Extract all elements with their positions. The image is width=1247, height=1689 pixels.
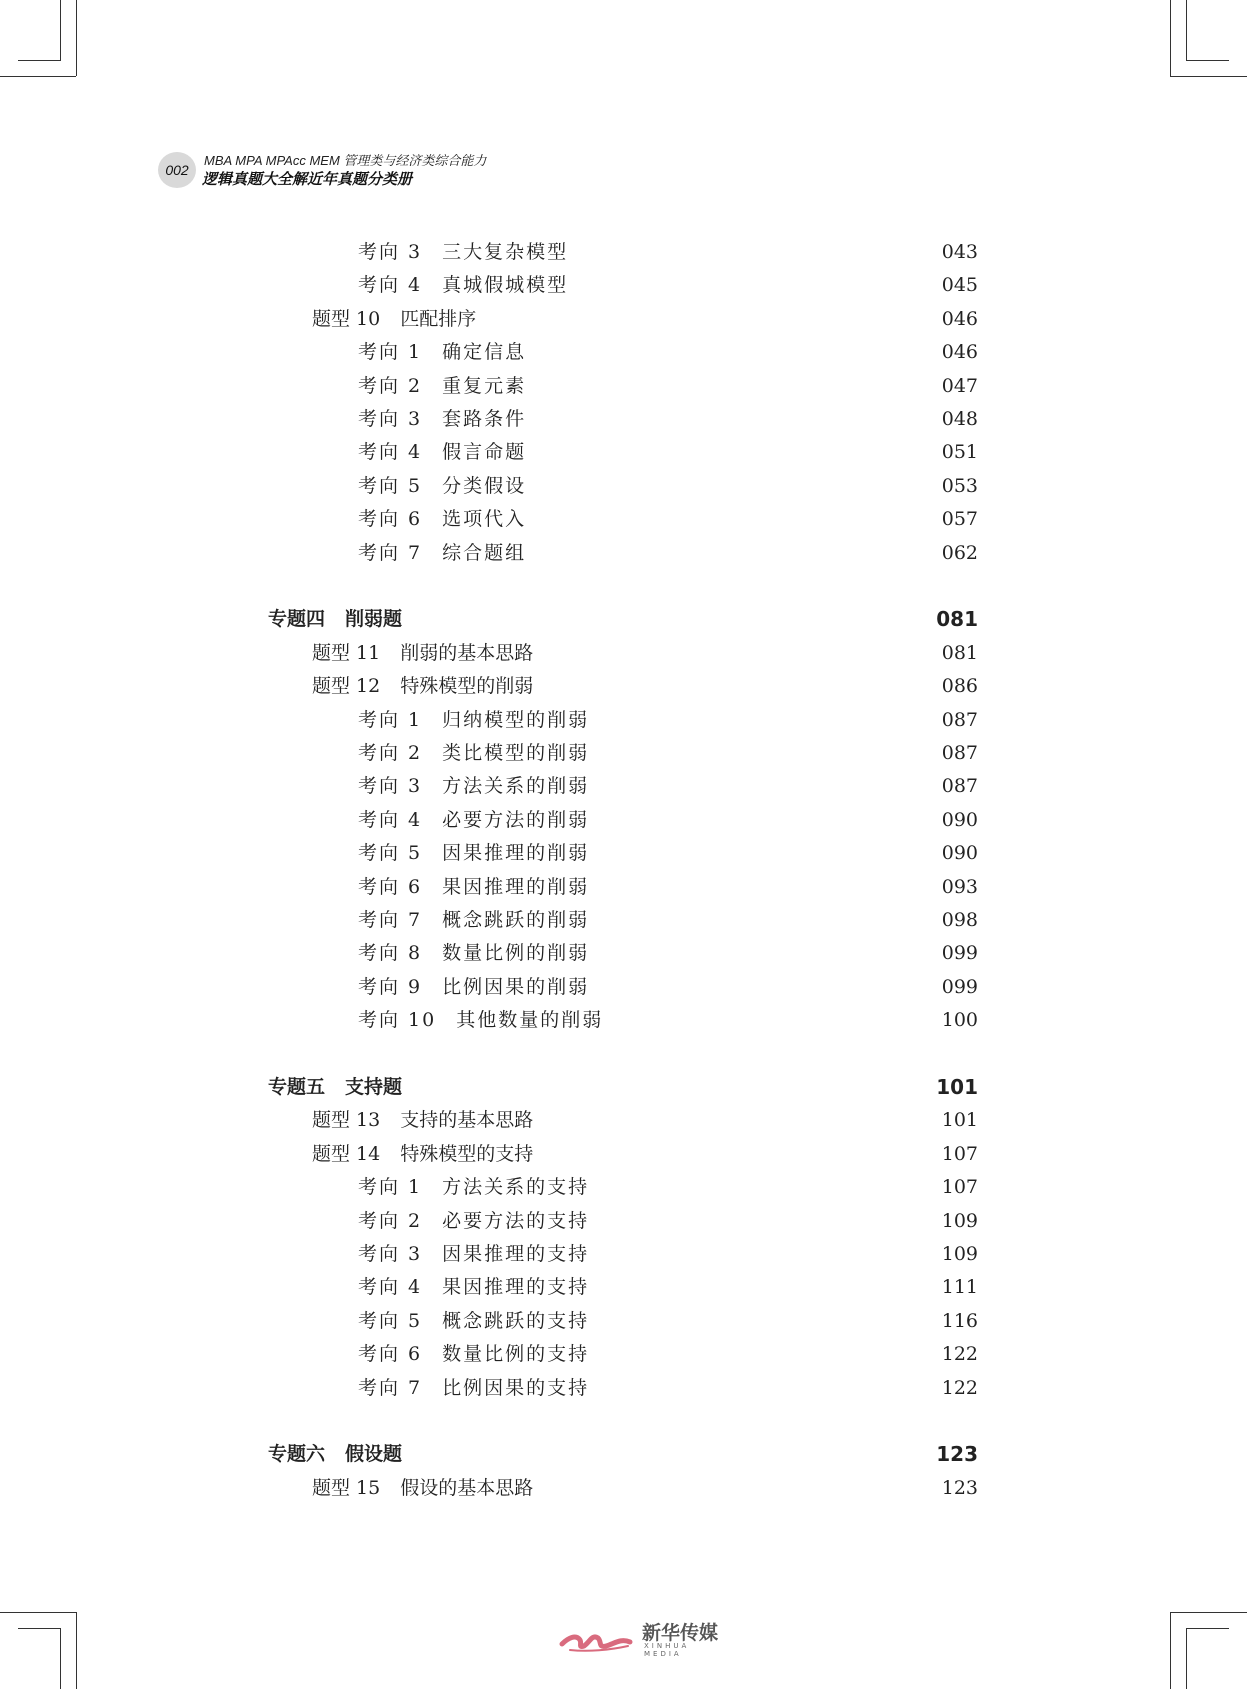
toc-entry-label	[358, 471, 526, 501]
toc-entry-title: 削弱的基本思路	[400, 642, 534, 664]
toc-entry-label	[312, 1473, 533, 1503]
toc-entry-page: 099	[941, 942, 978, 964]
toc-entry-dir	[0, 805, 1247, 835]
toc-entry-title: 类比模型的削弱	[442, 742, 590, 764]
toc-entry-title: 方法关系的削弱	[442, 775, 590, 797]
crop-mark-top-right-h	[1170, 76, 1247, 77]
logo-subtitle: XINHUA MEDIA	[644, 1642, 690, 1658]
toc-entry-dir	[0, 938, 1247, 968]
toc-entry-page: 081	[941, 642, 978, 664]
toc-entry-label	[312, 638, 533, 668]
toc-entry-topic	[0, 1439, 1247, 1469]
toc-entry-prefix: 考向 7	[358, 909, 423, 931]
toc-entry-label	[358, 1172, 589, 1202]
toc-entry-title: 因果推理的支持	[442, 1243, 590, 1265]
toc-entry-dir	[0, 270, 1247, 300]
toc-entry-label	[358, 371, 526, 401]
toc-entry-dir	[0, 1172, 1247, 1202]
toc-entry-type	[0, 638, 1247, 668]
toc-entry-title: 方法关系的支持	[442, 1176, 590, 1198]
toc-entry-type	[0, 1473, 1247, 1503]
toc-entry-label	[358, 1239, 589, 1269]
toc-entry-prefix: 专题五	[268, 1076, 326, 1098]
toc-entry-prefix: 专题六	[268, 1443, 326, 1465]
toc-entry-label	[268, 604, 402, 634]
toc-entry-label	[358, 771, 589, 801]
toc-entry-label	[358, 1306, 589, 1336]
toc-entry-title: 比例因果的削弱	[442, 976, 590, 998]
toc-entry-title: 假言命题	[442, 441, 527, 463]
toc-entry-dir	[0, 771, 1247, 801]
toc-entry-page: 051	[941, 441, 978, 463]
toc-entry-dir	[0, 437, 1247, 467]
toc-entry-page: 090	[941, 842, 978, 864]
crop-mark-bottom-right-h	[1170, 1612, 1247, 1613]
toc-entry-title: 果因推理的支持	[442, 1276, 590, 1298]
toc-entry-page: 109	[941, 1243, 978, 1265]
toc-entry-prefix: 考向 10	[358, 1009, 437, 1031]
page-number-badge: 002	[158, 152, 196, 188]
brush-stroke-icon	[558, 1616, 638, 1660]
toc-entry-prefix: 考向 4	[358, 441, 423, 463]
toc-entry-label	[358, 1339, 589, 1369]
toc-entry-prefix: 考向 5	[358, 842, 423, 864]
crop-mark-top-right-v	[1170, 0, 1171, 76]
toc-entry-prefix: 考向 8	[358, 942, 423, 964]
toc-entry-prefix: 考向 4	[358, 809, 423, 831]
toc-entry-title: 支持的基本思路	[400, 1109, 534, 1131]
toc-entry-title: 概念跳跃的支持	[442, 1310, 590, 1332]
crop-mark-top-left-v2	[60, 0, 61, 60]
crop-mark-bottom-left-v2	[60, 1628, 61, 1689]
toc-entry-dir	[0, 1239, 1247, 1269]
toc-entry-dir	[0, 471, 1247, 501]
toc-entry-prefix: 考向 5	[358, 475, 423, 497]
crop-mark-top-right-h2	[1186, 60, 1229, 61]
toc-entry-title: 削弱题	[345, 608, 403, 630]
toc-entry-page: 101	[936, 1075, 978, 1099]
crop-mark-bottom-left-v	[76, 1612, 77, 1689]
toc-entry-label	[358, 938, 589, 968]
toc-entry-page: 086	[941, 675, 978, 697]
toc-entry-title: 必要方法的支持	[442, 1210, 590, 1232]
toc-entry-prefix: 考向 7	[358, 542, 423, 564]
toc-entry-prefix: 题型 12	[312, 675, 381, 697]
toc-entry-page: 090	[941, 809, 978, 831]
toc-entry-prefix: 考向 3	[358, 241, 423, 263]
toc-entry-title: 特殊模型的削弱	[400, 675, 534, 697]
toc-entry-page: 046	[941, 341, 978, 363]
toc-entry-page: 087	[941, 775, 978, 797]
toc-entry-title: 归纳模型的削弱	[442, 709, 590, 731]
toc-entry-prefix: 考向 9	[358, 976, 423, 998]
toc-entry-label	[268, 1439, 402, 1469]
toc-entry-page: 057	[941, 508, 978, 530]
toc-entry-label	[358, 905, 589, 935]
toc-entry-label	[358, 270, 568, 300]
toc-entry-dir	[0, 1373, 1247, 1403]
toc-entry-page: 123	[941, 1477, 978, 1499]
toc-entry-page: 087	[941, 742, 978, 764]
toc-entry-prefix: 考向 6	[358, 1343, 423, 1365]
toc-entry-prefix: 考向 6	[358, 876, 423, 898]
toc-entry-label	[268, 1072, 402, 1102]
toc-entry-title: 数量比例的支持	[442, 1343, 590, 1365]
toc-entry-label	[358, 437, 526, 467]
toc-entry-page: 107	[941, 1176, 978, 1198]
toc-entry-page: 081	[936, 607, 978, 631]
toc-entry-dir	[0, 872, 1247, 902]
toc-entry-label	[358, 504, 526, 534]
toc-entry-label	[358, 1373, 589, 1403]
toc-entry-label	[358, 805, 589, 835]
toc-entry-page: 098	[941, 909, 978, 931]
toc-entry-dir	[0, 237, 1247, 267]
toc-entry-dir	[0, 705, 1247, 735]
toc-entry-title: 套路条件	[442, 408, 527, 430]
toc-entry-dir	[0, 404, 1247, 434]
toc-entry-dir	[0, 738, 1247, 768]
toc-entry-title: 匹配排序	[400, 308, 477, 330]
toc-entry-page: 107	[941, 1143, 978, 1165]
toc-entry-dir	[0, 337, 1247, 367]
toc-entry-page: 100	[941, 1009, 978, 1031]
toc-entry-dir	[0, 538, 1247, 568]
toc-entry-topic	[0, 604, 1247, 634]
toc-entry-label	[358, 972, 589, 1002]
crop-mark-top-left-h	[0, 76, 76, 77]
toc-entry-label	[358, 237, 568, 267]
crop-mark-bottom-left-h	[0, 1612, 76, 1613]
toc-entry-title: 因果推理的削弱	[442, 842, 590, 864]
toc-entry-prefix: 考向 1	[358, 1176, 423, 1198]
toc-entry-page: 047	[941, 375, 978, 397]
toc-entry-prefix: 题型 13	[312, 1109, 381, 1131]
toc-entry-prefix: 考向 2	[358, 742, 423, 764]
toc-entry-label	[358, 738, 589, 768]
crop-mark-bottom-left-h2	[18, 1628, 61, 1629]
logo-wordmark: 新华传媒	[642, 1622, 719, 1644]
crop-mark-top-right-v2	[1186, 0, 1187, 60]
toc-entry-type	[0, 304, 1247, 334]
toc-entry-topic	[0, 1072, 1247, 1102]
toc-entry-title: 重复元素	[442, 375, 527, 397]
toc-entry-page: 111	[941, 1276, 978, 1298]
crop-mark-bottom-right-v2	[1186, 1628, 1187, 1689]
toc-entry-prefix: 考向 1	[358, 709, 423, 731]
header-series-title: MBA MPA MPAcc MEM 管理类与经济类综合能力	[204, 153, 487, 168]
toc-entry-dir	[0, 972, 1247, 1002]
toc-entry-label	[358, 538, 526, 568]
toc-entry-label	[312, 1139, 533, 1169]
toc-entry-page: 062	[941, 542, 978, 564]
toc-entry-page: 046	[941, 308, 978, 330]
toc-entry-label	[312, 304, 476, 334]
toc-entry-dir	[0, 1272, 1247, 1302]
running-header	[158, 150, 658, 190]
toc-entry-prefix: 考向 7	[358, 1377, 423, 1399]
toc-entry-type	[0, 1105, 1247, 1135]
toc-entry-title: 综合题组	[442, 542, 527, 564]
toc-entry-prefix: 题型 10	[312, 308, 381, 330]
toc-entry-title: 真城假城模型	[442, 274, 569, 296]
toc-entry-title: 概念跳跃的削弱	[442, 909, 590, 931]
toc-entry-page: 122	[941, 1343, 978, 1365]
toc-entry-prefix: 题型 14	[312, 1143, 381, 1165]
crop-mark-bottom-right-h2	[1186, 1628, 1229, 1629]
toc-entry-page: 048	[941, 408, 978, 430]
toc-entry-prefix: 考向 1	[358, 341, 423, 363]
toc-entry-title: 必要方法的削弱	[442, 809, 590, 831]
toc-entry-title: 选项代入	[442, 508, 527, 530]
toc-entry-prefix: 考向 4	[358, 274, 423, 296]
toc-entry-label	[358, 872, 589, 902]
toc-entry-page: 122	[941, 1377, 978, 1399]
header-book-title: 逻辑真题大全解近年真题分类册	[202, 170, 413, 188]
toc-entry-label	[358, 838, 589, 868]
toc-entry-page: 116	[941, 1310, 978, 1332]
toc-entry-dir	[0, 1306, 1247, 1336]
toc-entry-title: 其他数量的削弱	[456, 1009, 604, 1031]
toc-entry-label	[312, 1105, 533, 1135]
toc-entry-dir	[0, 504, 1247, 534]
toc-entry-title: 三大复杂模型	[442, 241, 569, 263]
toc-entry-label	[312, 671, 533, 701]
toc-entry-dir	[0, 838, 1247, 868]
toc-entry-dir	[0, 371, 1247, 401]
toc-entry-type	[0, 671, 1247, 701]
toc-entry-title: 假设的基本思路	[400, 1477, 534, 1499]
toc-entry-page: 101	[941, 1109, 978, 1131]
toc-entry-dir	[0, 1206, 1247, 1236]
toc-entry-prefix: 考向 6	[358, 508, 423, 530]
toc-entry-title: 假设题	[345, 1443, 403, 1465]
toc-entry-title: 数量比例的削弱	[442, 942, 590, 964]
toc-entry-prefix: 考向 2	[358, 1210, 423, 1232]
toc-entry-page: 087	[941, 709, 978, 731]
toc-entry-title: 支持题	[345, 1076, 403, 1098]
toc-entry-page: 053	[941, 475, 978, 497]
toc-entry-dir	[0, 1005, 1247, 1035]
toc-entry-prefix: 考向 2	[358, 375, 423, 397]
toc-entry-title: 分类假设	[442, 475, 527, 497]
toc-entry-label	[358, 1272, 589, 1302]
crop-mark-top-left-h2	[18, 60, 61, 61]
toc-entry-prefix: 考向 3	[358, 408, 423, 430]
toc-entry-prefix: 题型 11	[312, 642, 381, 664]
toc-entry-page: 109	[941, 1210, 978, 1232]
toc-entry-prefix: 考向 3	[358, 775, 423, 797]
toc-entry-title: 果因推理的削弱	[442, 876, 590, 898]
toc-entry-dir	[0, 905, 1247, 935]
toc-entry-label	[358, 705, 589, 735]
toc-entry-page: 123	[936, 1442, 978, 1466]
toc-entry-label	[358, 1206, 589, 1236]
toc-entry-title: 特殊模型的支持	[400, 1143, 534, 1165]
toc-entry-prefix: 专题四	[268, 608, 326, 630]
toc-entry-label	[358, 1005, 603, 1035]
toc-entry-prefix: 考向 3	[358, 1243, 423, 1265]
toc-entry-page: 099	[941, 976, 978, 998]
toc-entry-page: 093	[941, 876, 978, 898]
crop-mark-top-left-v	[76, 0, 77, 76]
toc-entry-prefix: 考向 4	[358, 1276, 423, 1298]
toc-entry-label	[358, 404, 526, 434]
toc-entry-prefix: 题型 15	[312, 1477, 381, 1499]
toc-entry-type	[0, 1139, 1247, 1169]
crop-mark-bottom-right-v	[1170, 1612, 1171, 1689]
toc-entry-page: 043	[941, 241, 978, 263]
toc-entry-prefix: 考向 5	[358, 1310, 423, 1332]
toc-entry-page: 045	[941, 274, 978, 296]
toc-entry-title: 比例因果的支持	[442, 1377, 590, 1399]
toc-entry-label	[358, 337, 526, 367]
publisher-logo	[558, 1616, 728, 1660]
toc-entry-dir	[0, 1339, 1247, 1369]
toc-entry-title: 确定信息	[442, 341, 527, 363]
